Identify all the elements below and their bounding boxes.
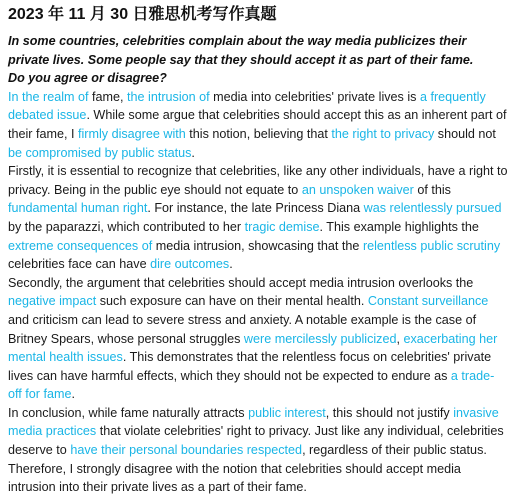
highlighted-phrase: a trade-off for fame bbox=[8, 368, 495, 402]
highlighted-phrase: fundamental human right bbox=[8, 201, 148, 216]
text-segment: such exposure can have on their mental health. bbox=[96, 294, 368, 309]
text-segment: . This demonstrates that the relentless focus on celebrities' private lives can have harmful effects, which they should not be expected to endure as bbox=[8, 350, 492, 383]
text-segment: that violate celebrities' right to privacy. Just like any individual, celebrities deserve to bbox=[8, 424, 504, 458]
essay-body bbox=[8, 88, 508, 497]
text-segment: . For instance, the late Princess Diana bbox=[147, 201, 364, 216]
highlighted-phrase: public interest bbox=[248, 405, 326, 420]
text-segment: , regardless of their public status. Therefore, I strongly disagree with the notion that celebrities should accept media intrusion into their private lives as a part of their fame. bbox=[8, 443, 487, 495]
highlighted-phrase: negative impact bbox=[8, 294, 97, 309]
text-segment: , this should not justify bbox=[325, 405, 454, 420]
highlighted-phrase: the intrusion of bbox=[127, 89, 210, 104]
text-segment: , bbox=[396, 331, 404, 346]
highlighted-phrase: have their personal boundaries respected bbox=[70, 443, 303, 458]
highlighted-phrase: extreme consequences of bbox=[8, 238, 153, 253]
text-segment: Secondly, the argument that celebrities should accept media intrusion overlooks the bbox=[8, 275, 474, 290]
text-segment: of this bbox=[413, 182, 451, 197]
text-segment: fame, bbox=[88, 89, 128, 104]
paragraph-conclusion bbox=[8, 404, 508, 497]
text-segment: . bbox=[191, 145, 195, 160]
highlighted-phrase: In the realm of bbox=[8, 89, 89, 104]
highlighted-phrase: firmly disagree with bbox=[78, 126, 186, 141]
prompt-statement: In some countries, celebrities complain about the way media publicizes their private lives. Some people say that they should accept it as part of their fame. bbox=[8, 34, 474, 67]
highlighted-phrase: relentless public scrutiny bbox=[362, 238, 501, 253]
highlighted-phrase: Constant surveillance bbox=[367, 294, 489, 309]
text-segment: by the paparazzi, which contributed to her bbox=[8, 219, 245, 234]
text-segment: and criticism can lead to severe stress and anxiety. A notable example is the case of Britney Spears, whose personal struggles bbox=[8, 312, 477, 346]
highlighted-phrase: were mercilessly publicized bbox=[243, 331, 397, 346]
highlighted-phrase: invasive media practices bbox=[8, 405, 499, 439]
highlighted-phrase: a frequently debated issue bbox=[8, 89, 486, 123]
paragraph-body-one bbox=[8, 162, 508, 274]
highlighted-phrase: was relentlessly pursued bbox=[363, 201, 502, 216]
text-segment: . This example highlights the bbox=[319, 219, 479, 234]
highlighted-phrase: be compromised by public status bbox=[8, 145, 192, 160]
paragraph-introduction bbox=[8, 88, 508, 162]
text-segment: . bbox=[71, 387, 75, 402]
document-title: 2023 年 11 月 30 日雅思机考写作真题 bbox=[8, 6, 277, 23]
text-segment: celebrities face can have bbox=[8, 257, 151, 272]
text-segment: should not bbox=[434, 126, 496, 141]
text-segment: media into celebrities' private lives is bbox=[209, 89, 420, 104]
highlighted-phrase: tragic demise bbox=[244, 219, 320, 234]
text-segment: In conclusion, while fame naturally attracts bbox=[8, 405, 249, 420]
prompt-question: Do you agree or disagree? bbox=[8, 71, 167, 86]
text-segment: . bbox=[229, 257, 233, 272]
text-segment: Firstly, it is essential to recognize that celebrities, like any other individuals, have a right to privacy. Being in the public eye should not equate to bbox=[8, 164, 508, 197]
highlighted-phrase: an unspoken waiver bbox=[301, 182, 414, 197]
paragraph-body-two bbox=[8, 274, 508, 404]
text-segment: . While some argue that celebrities should accept this as an inherent part of their fame, I bbox=[8, 108, 507, 141]
essay-prompt bbox=[8, 32, 508, 88]
highlighted-phrase: the right to privacy bbox=[331, 126, 435, 141]
text-segment: this notion, believing that bbox=[185, 126, 332, 141]
highlighted-phrase: exacerbating her mental health issues bbox=[8, 331, 498, 365]
highlighted-phrase: dire outcomes bbox=[150, 257, 230, 272]
text-segment: media intrusion, showcasing that the bbox=[152, 238, 363, 253]
